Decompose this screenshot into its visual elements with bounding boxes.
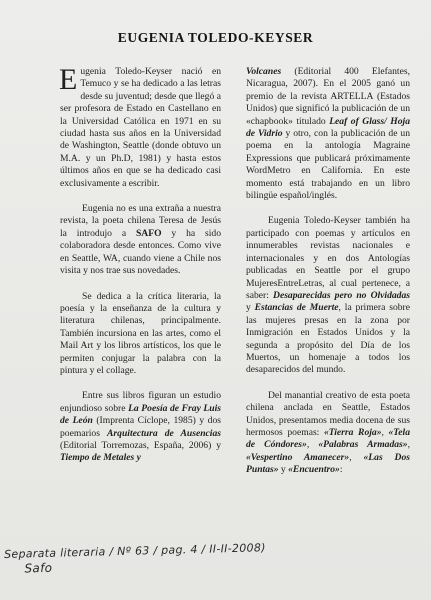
book-title-tiempo: Tiempo de Metales y <box>60 452 141 464</box>
intro-text: ugenia Toledo-Keyser nació en Temuco y se ha dedicado a las letras desde su juventud; desde que llegó a ser profesora de Estado en Castellano en la Universidad Católica en 1971 en su ciudad hasta sus años en la Universidad de Washington, Seattle (donde obtuvo un M.A. y un Ph.D, 1981) y hasta estos últimos años en que se ha dedicado casi exclusivamente a escribir. <box>60 66 221 189</box>
poemas-intro: Del manantial creativo de esta poeta chilena anclada en Seattle, Estados Unidos, presentamos media docena de sus hermosos poemas: <box>246 389 410 438</box>
article-title: EUGENIA TOLEDO-KEYSER <box>117 30 314 45</box>
poem-title-palabras-armadas: «Palabras Armadas» <box>318 439 408 451</box>
libros-text-c: (Editorial Torremozas, España, 2006) y <box>60 439 221 451</box>
drop-cap: E <box>59 63 78 96</box>
safo-magazine-name: SAFO <box>135 227 162 239</box>
paragraph-poemas <box>246 390 410 477</box>
premios-text-b: y otro, con la publicación de un poema en la antología Magraine Expressions que publicará próximamente WordMetro en California. En este momento está trabajando en un libro bilingüe español/inglés. <box>246 128 410 202</box>
book-title-estancias: Estancias de Muerte <box>254 302 339 314</box>
book-title-leaf-of-glass: Leaf of Glass/ Hoja de Vidrio <box>246 115 411 140</box>
poem-sep: , <box>381 426 389 438</box>
antologias-text-a: Eugenia Toledo-Keyser también ha participado con poemas y artículos en innumerables revistas nacionales e internacionales y en dos Antologías publicadas en Seattle por el grupo MujeresEntreLetras, al cual pertenece, a saber: <box>246 215 410 301</box>
premios-text-a: (Editorial 400 Elefantes, Nicaragua, 2007). En el 2005 ganó un premio de la revista ARTELLA (Estados Unidos) que significó la publicación de un «chapbook» titulado <box>246 66 410 127</box>
poem-title-vespertino-amanecer: «Vespertino Amanecer» <box>246 451 350 463</box>
poem-sep: , <box>306 439 319 451</box>
poem-sep: , <box>407 439 410 451</box>
libros-text-a: Entre sus libros figuran un estudio enjundioso sobre <box>60 390 221 414</box>
paragraph-libros <box>60 390 221 464</box>
poem-title-encuentro: «Encuentro» <box>288 464 340 476</box>
antologias-text-b: , la primera sobre las mujeres presas en la zona por Inmigración en Estados Unidos y la segunda a propósito del Día de los Muertos, un homenaje a todos los desaparecidos del mundo. <box>246 302 410 376</box>
safo-text-b: y ha sido colaboradora desde entonces. Como vive en Seattle, WA, cuando viene a Chile nos visita y nos trae sus novedades. <box>60 227 221 277</box>
paragraph-premios <box>246 66 410 202</box>
poem-title-tierra-roja: «Tierra Roja» <box>323 426 382 438</box>
safo-text-a: Eugenia no es una extraña a nuestra revista, la poeta chilena Teresa de Jesús la introdujo a <box>60 203 221 239</box>
handwritten-source-line: Separata literaria / Nº 63 / pag. 4 / II-II-2008) <box>4 541 266 561</box>
paragraph-antologias <box>246 215 410 376</box>
poem-title-las-dos-puntas: «Las Dos Puntas» <box>246 451 411 476</box>
left-column <box>59 63 222 478</box>
antologias-conj: y <box>246 302 255 314</box>
libros-text-b: (Imprenta Cíclope, 1985) y dos poemarios <box>60 415 221 439</box>
paragraph-critica: Se dedica a la crítica literaria, la poesía y la enseñanza de la cultura y literatura chilenas, principalmente. También incursiona en las artes, como el Mail Art y los libros artísticos, los que le permiten conjugar la palabra con la pintura y el collage. <box>60 290 221 376</box>
poem-title-tela-de-condores: «Tela de Cóndores» <box>246 426 410 451</box>
right-column <box>246 66 410 490</box>
book-title-fray-luis: La Poesía de Fray Luis de León <box>60 402 222 427</box>
poem-end: : <box>339 464 343 476</box>
paragraph-intro <box>59 63 221 190</box>
book-title-arquitectura: Arquitectura de Ausencias <box>107 427 221 439</box>
book-title-desaparecidas: Desaparecidas pero no Olvidadas <box>273 289 411 301</box>
poem-sep: , <box>349 451 364 463</box>
poem-sep: y <box>278 464 289 476</box>
handwritten-safo: Safo <box>24 560 53 576</box>
handwritten-annotation <box>4 537 425 576</box>
paragraph-safo <box>60 203 221 277</box>
book-title-volcanes: Volcanes <box>246 66 282 77</box>
